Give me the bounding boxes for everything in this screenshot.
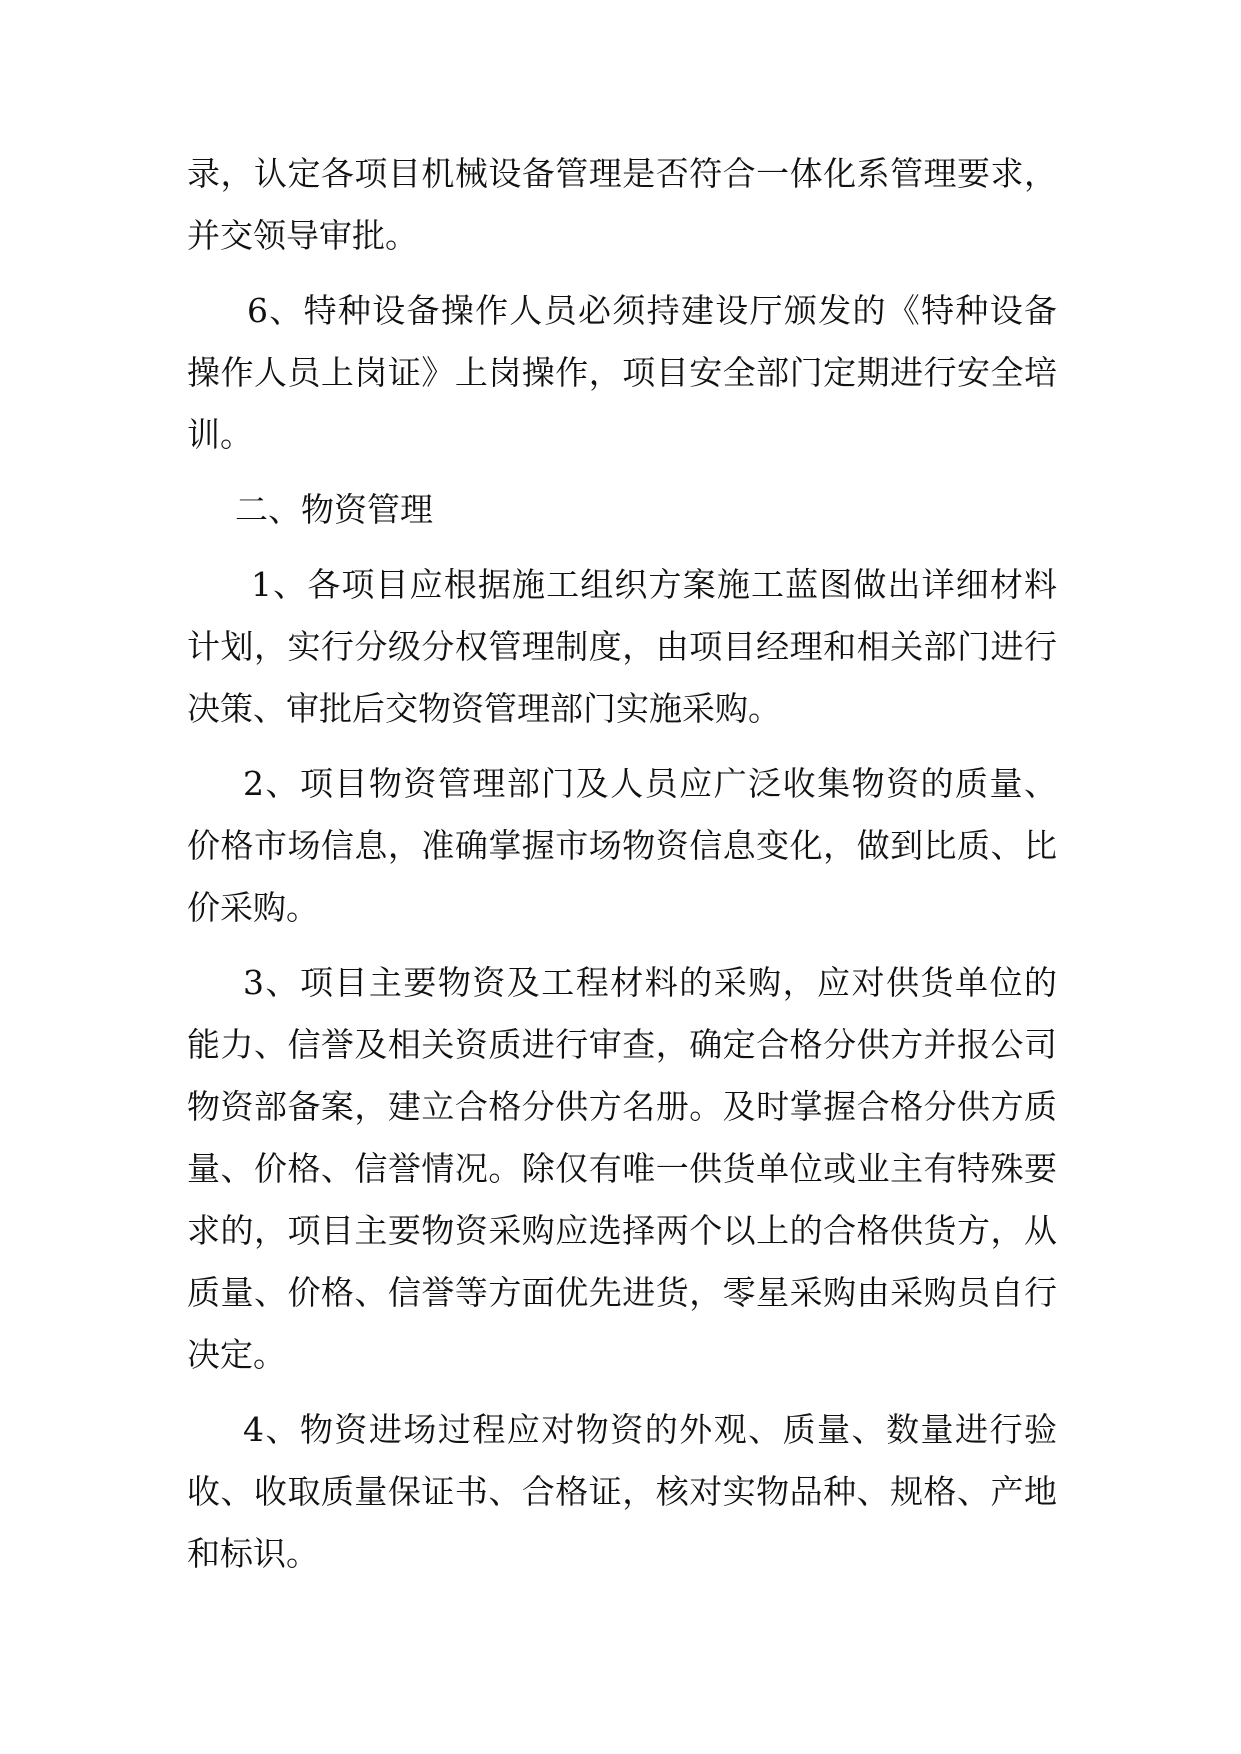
text-line: 价格市场信息，准确掌握市场物资信息变化，做到比质、比: [187, 826, 1057, 865]
text-line: 1、各项目应根据施工组织方案施工蓝图做出详细材料: [251, 565, 1057, 604]
text-line: 价采购。: [187, 888, 319, 927]
text-line: 收、收取质量保证书、合格证，核对实物品种、规格、产地: [187, 1472, 1057, 1511]
text-line: 和标识。: [187, 1534, 319, 1573]
paragraph-gap: [187, 541, 1057, 554]
paragraph: [187, 554, 1057, 740]
paragraph: [187, 479, 1057, 541]
text-line: 3、项目主要物资及工程材料的采购，应对供货单位的: [243, 963, 1057, 1002]
text-line: 操作人员上岗证》上岗操作，项目安全部门定期进行安全培: [187, 353, 1057, 392]
text-line: 量、价格、信誉情况。除仅有唯一供货单位或业主有特殊要: [187, 1149, 1057, 1188]
text-line: 并交领导审批。: [187, 216, 418, 255]
paragraph-gap: [187, 1386, 1057, 1399]
text-line: 决定。: [187, 1335, 286, 1374]
text-line: 4、物资进场过程应对物资的外观、质量、数量进行验: [243, 1410, 1057, 1449]
text-line: 训。: [187, 415, 253, 454]
paragraph-gap: [187, 939, 1057, 952]
text-line: 录，认定各项目机械设备管理是否符合一体化系管理要求，: [187, 154, 1057, 193]
document-body: [187, 143, 1057, 1585]
paragraph-gap: [187, 466, 1057, 479]
text-line: 质量、价格、信誉等方面优先进货，零星采购由采购员自行: [187, 1273, 1057, 1312]
paragraph: [187, 143, 1057, 267]
paragraph: [187, 280, 1057, 466]
text-line: 计划，实行分级分权管理制度，由项目经理和相关部门进行: [187, 627, 1057, 666]
text-line: 二、物资管理: [235, 490, 433, 529]
text-line: 物资部备案，建立合格分供方名册。及时掌握合格分供方质: [187, 1087, 1057, 1126]
text-line: 求的，项目主要物资采购应选择两个以上的合格供货方，从: [187, 1211, 1057, 1250]
text-line: 6、特种设备操作人员必须持建设厅颁发的《特种设备: [247, 291, 1057, 330]
text-line: 2、项目物资管理部门及人员应广泛收集物资的质量、: [243, 764, 1057, 803]
paragraph-gap: [187, 740, 1057, 753]
text-line: 能力、信誉及相关资质进行审查，确定合格分供方并报公司: [187, 1025, 1057, 1064]
text-line: 决策、审批后交物资管理部门实施采购。: [187, 689, 781, 728]
paragraph-gap: [187, 267, 1057, 280]
paragraph: [187, 1399, 1057, 1585]
paragraph: [187, 952, 1057, 1386]
paragraph: [187, 753, 1057, 939]
